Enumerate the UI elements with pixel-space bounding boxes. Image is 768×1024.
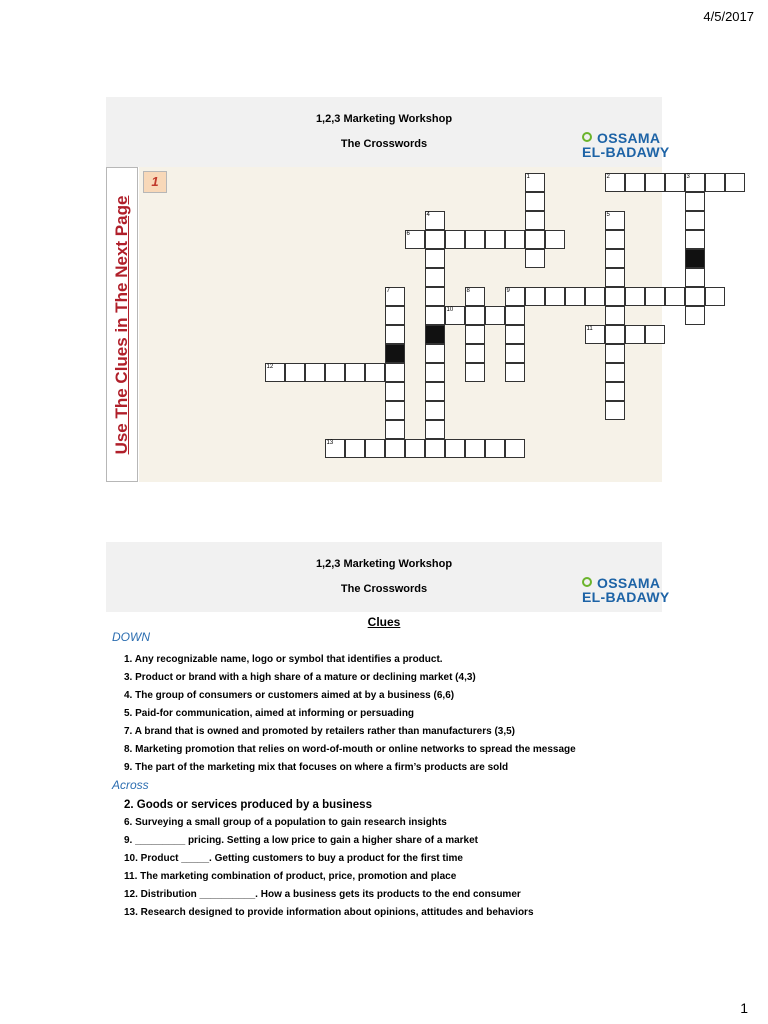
crossword-cell	[285, 363, 305, 382]
crossword-cell	[505, 363, 525, 382]
clue-item: 13. Research designed to provide information about opinions, attitudes and behaviors	[124, 907, 534, 918]
crossword-clue-number: 6	[406, 230, 410, 237]
crossword-block-cell	[385, 344, 405, 363]
crossword-cell	[385, 325, 405, 344]
crossword-cell	[465, 363, 485, 382]
crossword-clue-number: 7	[386, 287, 390, 294]
crossword-cell	[605, 268, 625, 287]
crossword-cell	[425, 363, 445, 382]
crossword-cell	[705, 173, 725, 192]
crossword-cell	[445, 306, 465, 325]
crossword-cell	[685, 230, 705, 249]
crossword-cell	[545, 230, 565, 249]
crossword-cell	[485, 439, 505, 458]
slide-header	[106, 542, 670, 612]
crossword-cell	[325, 363, 345, 382]
crossword-cell	[605, 325, 625, 344]
crossword-cell	[525, 173, 545, 192]
slide-subtitle: The Crosswords	[340, 138, 428, 150]
crossword-cell	[465, 325, 485, 344]
crossword-cell	[605, 382, 625, 401]
ossama-el-badawy-logo	[582, 130, 670, 160]
crossword-cell	[525, 230, 545, 249]
crossword-cell	[465, 344, 485, 363]
crossword-cell	[425, 249, 445, 268]
crossword-cell	[445, 230, 465, 249]
crossword-clue-number: 2	[606, 173, 610, 180]
clue-item: 8. Marketing promotion that relies on word-of-mouth or online networks to spread the message	[124, 744, 576, 755]
crossword-cell	[385, 306, 405, 325]
clue-item: 5. Paid-for communication, aimed at informing or persuading	[124, 708, 415, 719]
puzzle-number-badge: 1	[143, 171, 167, 193]
crossword-cell	[485, 230, 505, 249]
crossword-cell	[425, 268, 445, 287]
crossword-cell	[605, 230, 625, 249]
crossword-cell	[525, 192, 545, 211]
date-stamp: 4/5/2017	[703, 9, 754, 24]
slide-crossword-grid	[106, 97, 690, 482]
down-heading: DOWN	[112, 630, 150, 644]
crossword-cell	[425, 439, 445, 458]
crossword-cell	[425, 344, 445, 363]
crossword-cell	[465, 439, 485, 458]
crossword-cell	[345, 363, 365, 382]
crossword-cell	[445, 439, 465, 458]
slide-header	[106, 97, 670, 167]
crossword-cell	[605, 249, 625, 268]
crossword-cell	[505, 344, 525, 363]
crossword-cell	[505, 325, 525, 344]
crossword-cell	[665, 173, 685, 192]
crossword-cell	[645, 173, 665, 192]
crossword-cell	[465, 230, 485, 249]
clue-item: 10. Product _____. Getting customers to buy a product for the first time	[124, 853, 463, 864]
crossword-clue-number: 11	[586, 325, 593, 332]
crossword-cell	[705, 287, 725, 306]
crossword-cell	[405, 439, 425, 458]
crossword-cell	[585, 325, 605, 344]
crossword-cell	[625, 287, 645, 306]
crossword-clue-number: 12	[266, 363, 274, 370]
side-banner	[106, 167, 138, 482]
crossword-clue-number: 3	[686, 173, 690, 180]
crossword-cell	[685, 268, 705, 287]
side-banner-text: Use The Clues in The Next Page	[112, 195, 131, 454]
crossword-cell	[685, 211, 705, 230]
crossword-clue-number: 4	[426, 211, 430, 218]
crossword-cell	[605, 287, 625, 306]
crossword-clue-number: 1	[526, 173, 530, 180]
crossword-cell	[305, 363, 325, 382]
crossword-cell	[645, 325, 665, 344]
crossword-cell	[425, 230, 445, 249]
crossword-cell	[505, 287, 525, 306]
crossword-cell	[685, 173, 705, 192]
crossword-cell	[685, 192, 705, 211]
clue-item: 7. A brand that is owned and promoted by retailers rather than manufacturers (3,5)	[124, 726, 516, 737]
crossword-cell	[345, 439, 365, 458]
crossword-cell	[425, 401, 445, 420]
crossword-cell	[605, 306, 625, 325]
crossword-cell	[525, 211, 545, 230]
crossword-cell	[605, 344, 625, 363]
crossword-cell	[365, 363, 385, 382]
slide-title: 1,2,3 Marketing Workshop	[315, 558, 453, 570]
crossword-cell	[725, 173, 745, 192]
down-clue-list	[124, 651, 664, 777]
crossword-cell	[385, 363, 405, 382]
crossword-cell	[385, 420, 405, 439]
logo-text-line1: OSSAMA	[597, 575, 661, 591]
crossword-cell	[465, 306, 485, 325]
crossword-clue-number: 8	[466, 287, 470, 294]
slide-clues	[106, 542, 670, 922]
crossword-cell	[325, 439, 345, 458]
crossword-cell	[525, 249, 545, 268]
crossword-cell	[665, 287, 685, 306]
crossword-cell	[465, 287, 485, 306]
clue-item: 11. The marketing combination of product, price, promotion and place	[124, 871, 457, 882]
crossword-clue-number: 5	[606, 211, 610, 218]
clue-item: 3. Product or brand with a high share of a mature or declining market (4,3)	[124, 672, 476, 683]
crossword-cell	[625, 173, 645, 192]
slide-subtitle: The Crosswords	[340, 583, 428, 595]
crossword-cell	[685, 287, 705, 306]
crossword-cell	[365, 439, 385, 458]
logo-text-line1: OSSAMA	[597, 130, 661, 146]
crossword-cell	[505, 306, 525, 325]
ossama-el-badawy-logo	[582, 575, 670, 605]
logo-text-line2: EL-BADAWY	[582, 589, 670, 605]
crossword-cell	[565, 287, 585, 306]
clue-item: 12. Distribution __________. How a business gets its products to the end consumer	[124, 889, 521, 900]
crossword-cell	[605, 211, 625, 230]
clue-item: 2. Goods or services produced by a business	[124, 799, 372, 811]
logo-text-line2: EL-BADAWY	[582, 144, 670, 160]
crossword-cell	[425, 382, 445, 401]
crossword-cell	[425, 211, 445, 230]
crossword-cell	[505, 439, 525, 458]
crossword-cell	[425, 420, 445, 439]
crossword-cell	[425, 287, 445, 306]
crossword-cell	[385, 382, 405, 401]
crossword-cell	[685, 306, 705, 325]
crossword-cell	[385, 401, 405, 420]
crossword-clue-number: 13	[326, 439, 334, 446]
crossword-cell	[505, 230, 525, 249]
crossword-cell	[645, 287, 665, 306]
crossword-cell	[265, 363, 285, 382]
across-heading: Across	[112, 778, 149, 792]
crossword-cell	[405, 230, 425, 249]
crossword-cell	[605, 173, 625, 192]
across-clue-list	[124, 796, 664, 922]
crossword-cell	[545, 287, 565, 306]
clue-item: 1. Any recognizable name, logo or symbol that identifies a product.	[124, 654, 443, 665]
clues-heading: Clues	[367, 615, 401, 629]
crossword-cell	[525, 287, 545, 306]
crossword-cell	[385, 439, 405, 458]
clue-item: 4. The group of consumers or customers aimed at by a business (6,6)	[124, 690, 455, 701]
crossword-block-cell	[425, 325, 445, 344]
crossword-cell	[605, 401, 625, 420]
crossword-cell	[585, 287, 605, 306]
clue-item: 9. The part of the marketing mix that focuses on where a firm’s products are sold	[124, 762, 509, 773]
crossword-clue-number: 9	[506, 287, 510, 294]
slide-title: 1,2,3 Marketing Workshop	[315, 113, 453, 125]
crossword-block-cell	[685, 249, 705, 268]
crossword-clue-number: 10	[446, 306, 454, 313]
clue-item: 9. _________ pricing. Setting a low price to gain a higher share of a market	[124, 835, 479, 846]
page-number: 1	[740, 1000, 748, 1016]
crossword-cell	[625, 325, 645, 344]
crossword-cell	[385, 287, 405, 306]
crossword-cell	[605, 363, 625, 382]
crossword-cell	[425, 306, 445, 325]
crossword-grid	[139, 167, 690, 482]
clue-item: 6. Surveying a small group of a population to gain research insights	[124, 817, 447, 828]
crossword-cell	[485, 306, 505, 325]
